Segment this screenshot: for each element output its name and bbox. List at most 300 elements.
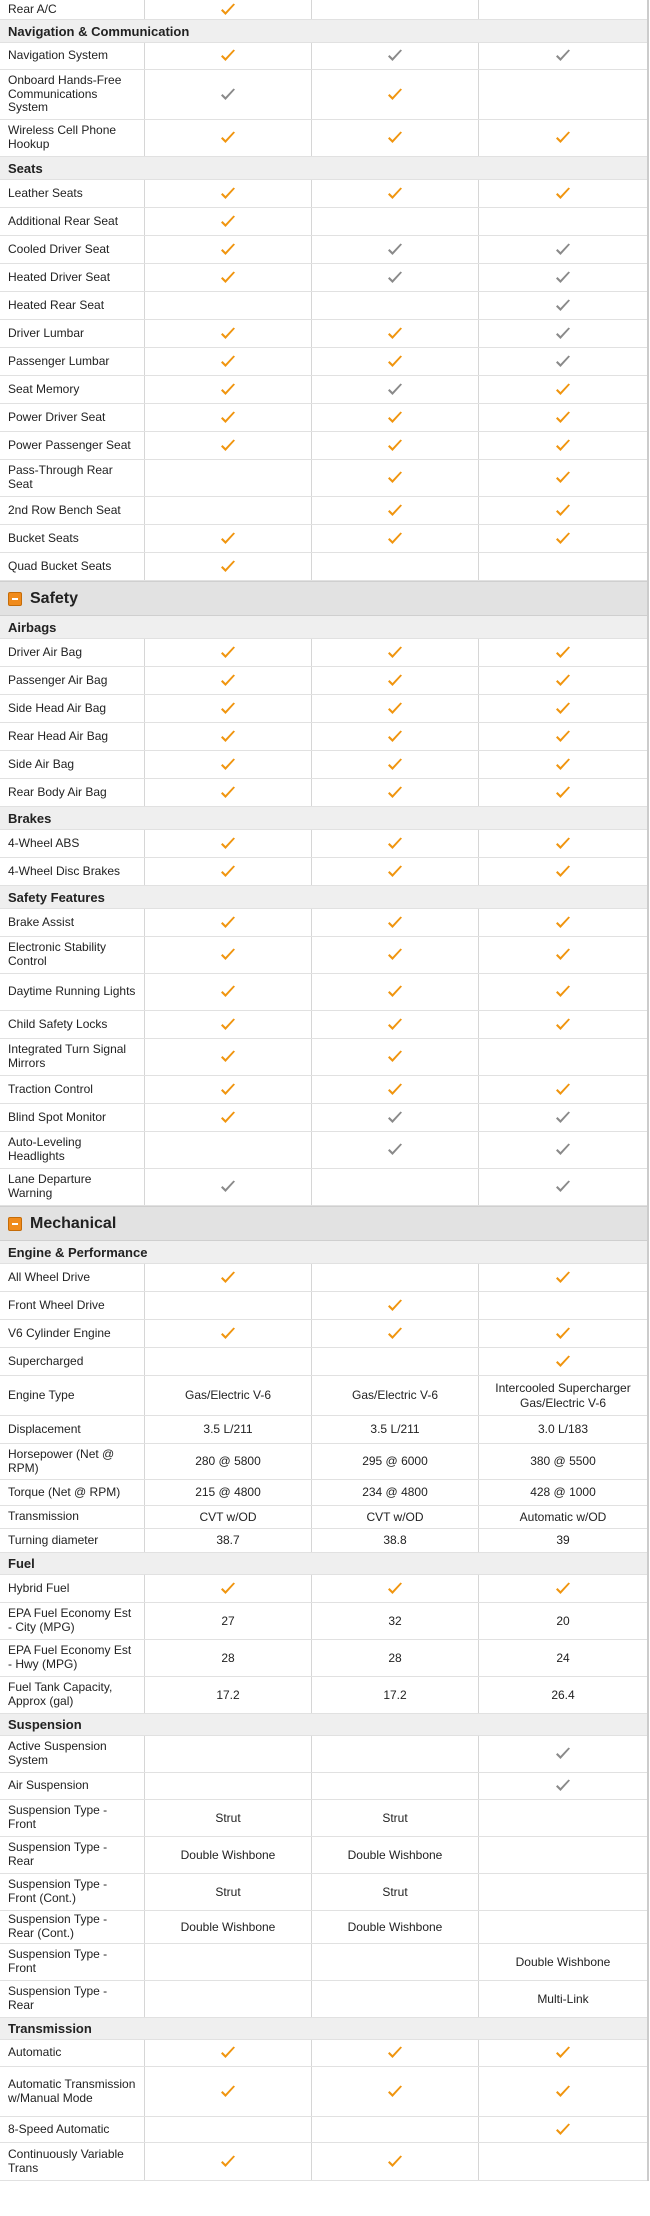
table-cell <box>145 1011 312 1038</box>
table-row <box>0 974 647 1011</box>
table-row <box>0 2040 647 2067</box>
table-cell: 380 @ 5500 <box>530 1454 596 1469</box>
table-cell: Automatic w/OD <box>519 1509 607 1524</box>
table-cell <box>479 779 647 806</box>
table-cell <box>312 1132 479 1168</box>
included-check-icon <box>219 2045 237 2061</box>
table-cell <box>145 264 312 291</box>
included-check-icon <box>386 531 404 547</box>
table-cell <box>312 404 479 431</box>
category-header-mechanical[interactable] <box>0 1206 647 1241</box>
feature-label: Suspension Type - Rear <box>0 1981 145 2017</box>
included-check-icon <box>219 382 237 398</box>
table-cell <box>312 858 479 885</box>
feature-label: Supercharged <box>0 1348 145 1375</box>
table-cell <box>145 1944 312 1980</box>
table-cell <box>145 779 312 806</box>
feature-label: Turning diameter <box>0 1529 145 1552</box>
included-check-icon <box>219 326 237 342</box>
table-cell <box>479 320 647 347</box>
collapse-minus-icon[interactable] <box>8 1217 22 1231</box>
subsection-header: Suspension <box>0 1714 647 1736</box>
included-check-icon <box>386 864 404 880</box>
feature-label: Traction Control <box>0 1076 145 1103</box>
table-cell <box>312 2117 479 2142</box>
feature-label: Wireless Cell Phone Hookup <box>0 120 145 156</box>
table-cell <box>479 723 647 750</box>
table-cell <box>312 432 479 459</box>
table-cell <box>479 376 647 403</box>
table-cell: 38.8 <box>312 1529 479 1552</box>
table-cell <box>479 909 647 936</box>
table-row <box>0 180 647 208</box>
feature-label: Driver Air Bag <box>0 639 145 666</box>
included-check-icon <box>219 186 237 202</box>
included-check-icon <box>219 1049 237 1065</box>
feature-label: 4-Wheel Disc Brakes <box>0 858 145 885</box>
table-cell <box>312 120 479 156</box>
feature-label: Power Passenger Seat <box>0 432 145 459</box>
table-cell: 24 <box>556 1650 570 1665</box>
table-cell <box>312 639 479 666</box>
included-check-icon <box>554 757 572 773</box>
table-row <box>0 404 647 432</box>
table-row <box>0 695 647 723</box>
table-cell: Strut <box>312 1874 479 1910</box>
table-row <box>0 1944 647 1981</box>
included-check-icon <box>219 645 237 661</box>
table-cell <box>312 1076 479 1103</box>
table-cell <box>312 1575 479 1602</box>
feature-label: Suspension Type - Front <box>0 1800 145 1836</box>
feature-label: All Wheel Drive <box>0 1264 145 1291</box>
table-cell <box>145 695 312 722</box>
table-cell <box>479 553 647 580</box>
table-cell: Double Wishbone <box>145 1911 312 1943</box>
optional-check-icon <box>386 382 404 398</box>
table-cell <box>479 1169 647 1205</box>
table-cell <box>479 1076 647 1103</box>
included-check-icon <box>554 984 572 1000</box>
subsection-header: Brakes <box>0 807 647 830</box>
included-check-icon <box>554 915 572 931</box>
table-cell <box>312 1039 479 1075</box>
table-row <box>0 497 647 525</box>
table-row <box>0 1376 647 1416</box>
feature-label: Suspension Type - Front <box>0 1944 145 1980</box>
included-check-icon <box>554 836 572 852</box>
included-check-icon <box>219 785 237 801</box>
included-check-icon <box>219 915 237 931</box>
table-cell: 3.0 L/183 <box>537 1422 589 1437</box>
feature-label: Front Wheel Drive <box>0 1292 145 1319</box>
table-cell: Gas/Electric V-6 <box>145 1376 312 1415</box>
table-row <box>0 1603 647 1640</box>
table-cell <box>145 497 312 524</box>
included-check-icon <box>386 947 404 963</box>
table-cell <box>479 1736 647 1772</box>
table-cell <box>145 2040 312 2066</box>
table-row <box>0 553 647 581</box>
feature-label: Power Driver Seat <box>0 404 145 431</box>
table-cell <box>312 1348 479 1375</box>
table-cell: 20 <box>556 1613 570 1628</box>
feature-label: Heated Rear Seat <box>0 292 145 319</box>
table-cell: Gas/Electric V-6 <box>312 1376 479 1415</box>
included-check-icon <box>386 1581 404 1597</box>
included-check-icon <box>554 1354 572 1370</box>
feature-label: Passenger Air Bag <box>0 667 145 694</box>
table-row <box>0 1677 647 1714</box>
included-check-icon <box>386 729 404 745</box>
table-row <box>0 0 647 20</box>
table-cell <box>145 0 312 19</box>
included-check-icon <box>386 984 404 1000</box>
table-cell: Double Wishbone <box>145 1837 312 1873</box>
included-check-icon <box>386 757 404 773</box>
table-cell <box>479 1874 647 1910</box>
feature-label: Continuously Variable Trans <box>0 2143 145 2180</box>
table-cell <box>145 376 312 403</box>
table-cell <box>479 1575 647 1602</box>
table-cell <box>145 404 312 431</box>
subsection-header: Safety Features <box>0 886 647 909</box>
included-check-icon <box>386 1017 404 1033</box>
table-row <box>0 937 647 974</box>
included-check-icon <box>219 701 237 717</box>
optional-check-icon <box>554 1110 572 1126</box>
included-check-icon <box>219 757 237 773</box>
table-cell <box>479 1911 647 1943</box>
table-row <box>0 2143 647 2181</box>
table-cell: 428 @ 1000 <box>530 1485 596 1500</box>
feature-label: Side Air Bag <box>0 751 145 778</box>
table-cell <box>479 1104 647 1131</box>
optional-check-icon <box>554 326 572 342</box>
feature-label: Electronic Stability Control <box>0 937 145 973</box>
table-cell <box>479 974 647 1010</box>
feature-label: Active Suspension System <box>0 1736 145 1772</box>
table-cell <box>479 2117 647 2142</box>
feature-label: Onboard Hands-Free Communications System <box>0 70 145 119</box>
included-check-icon <box>386 326 404 342</box>
table-row <box>0 70 647 120</box>
table-cell: 26.4 <box>551 1687 575 1702</box>
table-cell <box>312 1736 479 1772</box>
included-check-icon <box>386 438 404 454</box>
feature-label: 2nd Row Bench Seat <box>0 497 145 524</box>
table-row <box>0 1529 647 1553</box>
table-row <box>0 120 647 157</box>
included-check-icon <box>554 673 572 689</box>
feature-label: Automatic Transmission w/Manual Mode <box>0 2067 145 2116</box>
table-cell: 234 @ 4800 <box>312 1480 479 1505</box>
included-check-icon <box>219 2 237 18</box>
table-cell <box>312 2040 479 2066</box>
included-check-icon <box>219 214 237 230</box>
included-check-icon <box>219 242 237 258</box>
table-cell <box>145 208 312 235</box>
table-cell <box>479 70 647 119</box>
optional-check-icon <box>554 48 572 64</box>
included-check-icon <box>219 2154 237 2170</box>
subsection-header: Navigation & Communication <box>0 20 647 43</box>
table-cell <box>312 497 479 524</box>
table-cell: 28 <box>145 1640 312 1676</box>
table-cell: Strut <box>145 1874 312 1910</box>
table-cell <box>312 292 479 319</box>
table-row <box>0 432 647 460</box>
included-check-icon <box>554 130 572 146</box>
feature-label: Additional Rear Seat <box>0 208 145 235</box>
included-check-icon <box>386 1326 404 1342</box>
feature-label: Heated Driver Seat <box>0 264 145 291</box>
table-cell <box>479 2067 647 2116</box>
table-cell <box>145 1981 312 2017</box>
table-cell <box>479 1348 647 1375</box>
table-cell: Strut <box>312 1800 479 1836</box>
optional-check-icon <box>386 242 404 258</box>
feature-label: Suspension Type - Rear <box>0 1837 145 1873</box>
table-cell <box>145 1575 312 1602</box>
included-check-icon <box>386 1298 404 1314</box>
included-check-icon <box>386 186 404 202</box>
table-cell <box>145 909 312 936</box>
subsection-header: Transmission <box>0 2018 647 2040</box>
feature-label: Fuel Tank Capacity, Approx (gal) <box>0 1677 145 1713</box>
table-cell <box>312 208 479 235</box>
subsection-header: Fuel <box>0 1553 647 1575</box>
table-cell <box>312 1944 479 1980</box>
feature-label: Horsepower (Net @ RPM) <box>0 1444 145 1479</box>
table-cell <box>145 751 312 778</box>
table-cell <box>479 1039 647 1075</box>
feature-label: Suspension Type - Rear (Cont.) <box>0 1911 145 1943</box>
feature-label: Air Suspension <box>0 1773 145 1799</box>
table-row <box>0 751 647 779</box>
table-cell <box>479 639 647 666</box>
table-cell <box>312 553 479 580</box>
table-cell <box>145 937 312 973</box>
subsection-header: Engine & Performance <box>0 1241 647 1264</box>
optional-check-icon <box>386 1110 404 1126</box>
feature-label: Seat Memory <box>0 376 145 403</box>
table-cell <box>479 236 647 263</box>
included-check-icon <box>219 864 237 880</box>
table-row <box>0 1104 647 1132</box>
table-cell: 3.5 L/211 <box>312 1416 479 1443</box>
table-row <box>0 1981 647 2018</box>
table-cell <box>312 1320 479 1347</box>
included-check-icon <box>386 785 404 801</box>
table-cell <box>145 432 312 459</box>
table-cell <box>145 1773 312 1799</box>
included-check-icon <box>386 503 404 519</box>
table-row <box>0 208 647 236</box>
table-cell <box>312 2067 479 2116</box>
subsection-header: Airbags <box>0 616 647 639</box>
table-cell <box>145 236 312 263</box>
table-cell <box>145 348 312 375</box>
table-row <box>0 43 647 70</box>
optional-check-icon <box>554 354 572 370</box>
table-cell <box>312 1169 479 1205</box>
optional-check-icon <box>554 298 572 314</box>
table-row <box>0 858 647 886</box>
table-cell <box>479 180 647 207</box>
table-row <box>0 2117 647 2143</box>
feature-label: Child Safety Locks <box>0 1011 145 1038</box>
included-check-icon <box>554 864 572 880</box>
included-check-icon <box>219 438 237 454</box>
included-check-icon <box>386 915 404 931</box>
included-check-icon <box>554 2084 572 2100</box>
table-row <box>0 723 647 751</box>
table-row <box>0 1416 647 1444</box>
table-cell <box>145 1039 312 1075</box>
table-cell <box>312 723 479 750</box>
feature-label: Rear Head Air Bag <box>0 723 145 750</box>
table-cell <box>145 525 312 552</box>
table-cell <box>312 667 479 694</box>
category-title: Mechanical <box>30 1214 117 1232</box>
included-check-icon <box>219 1017 237 1033</box>
table-row <box>0 1320 647 1348</box>
table-cell: CVT w/OD <box>312 1506 479 1528</box>
table-cell <box>312 376 479 403</box>
table-row <box>0 1292 647 1320</box>
included-check-icon <box>554 2045 572 2061</box>
table-cell <box>312 0 479 19</box>
included-check-icon <box>554 947 572 963</box>
included-check-icon <box>554 470 572 486</box>
table-cell <box>479 937 647 973</box>
included-check-icon <box>554 531 572 547</box>
table-cell <box>145 639 312 666</box>
table-cell <box>145 43 312 69</box>
table-row <box>0 1444 647 1480</box>
included-check-icon <box>219 1082 237 1098</box>
feature-label: Engine Type <box>0 1376 145 1415</box>
feature-label: Side Head Air Bag <box>0 695 145 722</box>
collapse-minus-icon[interactable] <box>8 592 22 606</box>
table-cell <box>479 695 647 722</box>
table-cell <box>479 460 647 496</box>
table-cell: Strut <box>145 1800 312 1836</box>
table-row <box>0 320 647 348</box>
table-cell <box>145 1348 312 1375</box>
included-check-icon <box>219 673 237 689</box>
table-row <box>0 1264 647 1292</box>
included-check-icon <box>554 186 572 202</box>
table-row <box>0 1132 647 1169</box>
included-check-icon <box>219 354 237 370</box>
table-row <box>0 460 647 497</box>
table-row <box>0 1348 647 1376</box>
feature-label: 8-Speed Automatic <box>0 2117 145 2142</box>
table-cell <box>479 404 647 431</box>
table-cell <box>312 43 479 69</box>
optional-check-icon <box>219 1179 237 1195</box>
included-check-icon <box>219 48 237 64</box>
table-cell <box>312 320 479 347</box>
feature-label: Driver Lumbar <box>0 320 145 347</box>
table-cell <box>145 120 312 156</box>
optional-check-icon <box>386 1142 404 1158</box>
table-cell <box>312 909 479 936</box>
table-row <box>0 1874 647 1911</box>
feature-label: 4-Wheel ABS <box>0 830 145 857</box>
table-cell <box>312 1104 479 1131</box>
table-cell <box>145 460 312 496</box>
table-row <box>0 376 647 404</box>
table-cell <box>145 1169 312 1205</box>
category-header-safety[interactable] <box>0 581 647 616</box>
included-check-icon <box>219 270 237 286</box>
feature-label: Daytime Running Lights <box>0 974 145 1010</box>
included-check-icon <box>219 984 237 1000</box>
table-cell <box>479 830 647 857</box>
table-cell <box>479 1320 647 1347</box>
included-check-icon <box>219 410 237 426</box>
optional-check-icon <box>386 48 404 64</box>
table-cell <box>312 525 479 552</box>
table-row <box>0 1911 647 1944</box>
table-cell <box>312 1011 479 1038</box>
included-check-icon <box>219 1326 237 1342</box>
feature-label: V6 Cylinder Engine <box>0 1320 145 1347</box>
included-check-icon <box>386 87 404 103</box>
table-cell <box>145 1076 312 1103</box>
table-row <box>0 1506 647 1529</box>
table-cell <box>479 1837 647 1873</box>
feature-label: Navigation System <box>0 43 145 69</box>
included-check-icon <box>386 2084 404 2100</box>
subsection-header: Seats <box>0 157 647 180</box>
included-check-icon <box>554 1082 572 1098</box>
feature-label: Lane Departure Warning <box>0 1169 145 1205</box>
table-cell: Double Wishbone <box>312 1837 479 1873</box>
table-cell: 17.2 <box>312 1677 479 1713</box>
table-cell <box>145 974 312 1010</box>
table-row <box>0 639 647 667</box>
table-cell <box>479 1800 647 1836</box>
table-cell <box>479 0 647 19</box>
table-cell <box>479 43 647 69</box>
table-cell <box>145 1104 312 1131</box>
table-row <box>0 779 647 807</box>
included-check-icon <box>219 130 237 146</box>
table-row <box>0 1800 647 1837</box>
table-cell <box>145 1736 312 1772</box>
included-check-icon <box>219 729 237 745</box>
included-check-icon <box>554 382 572 398</box>
optional-check-icon <box>219 87 237 103</box>
feature-label: EPA Fuel Economy Est - Hwy (MPG) <box>0 1640 145 1676</box>
included-check-icon <box>386 2154 404 2170</box>
table-cell <box>145 1264 312 1291</box>
included-check-icon <box>554 2122 572 2138</box>
table-cell: 39 <box>556 1533 570 1548</box>
table-cell: Double Wishbone <box>312 1911 479 1943</box>
table-cell <box>312 695 479 722</box>
table-cell: 17.2 <box>145 1677 312 1713</box>
included-check-icon <box>554 1270 572 1286</box>
included-check-icon <box>386 701 404 717</box>
table-cell <box>479 858 647 885</box>
table-cell: 32 <box>312 1603 479 1639</box>
included-check-icon <box>554 729 572 745</box>
